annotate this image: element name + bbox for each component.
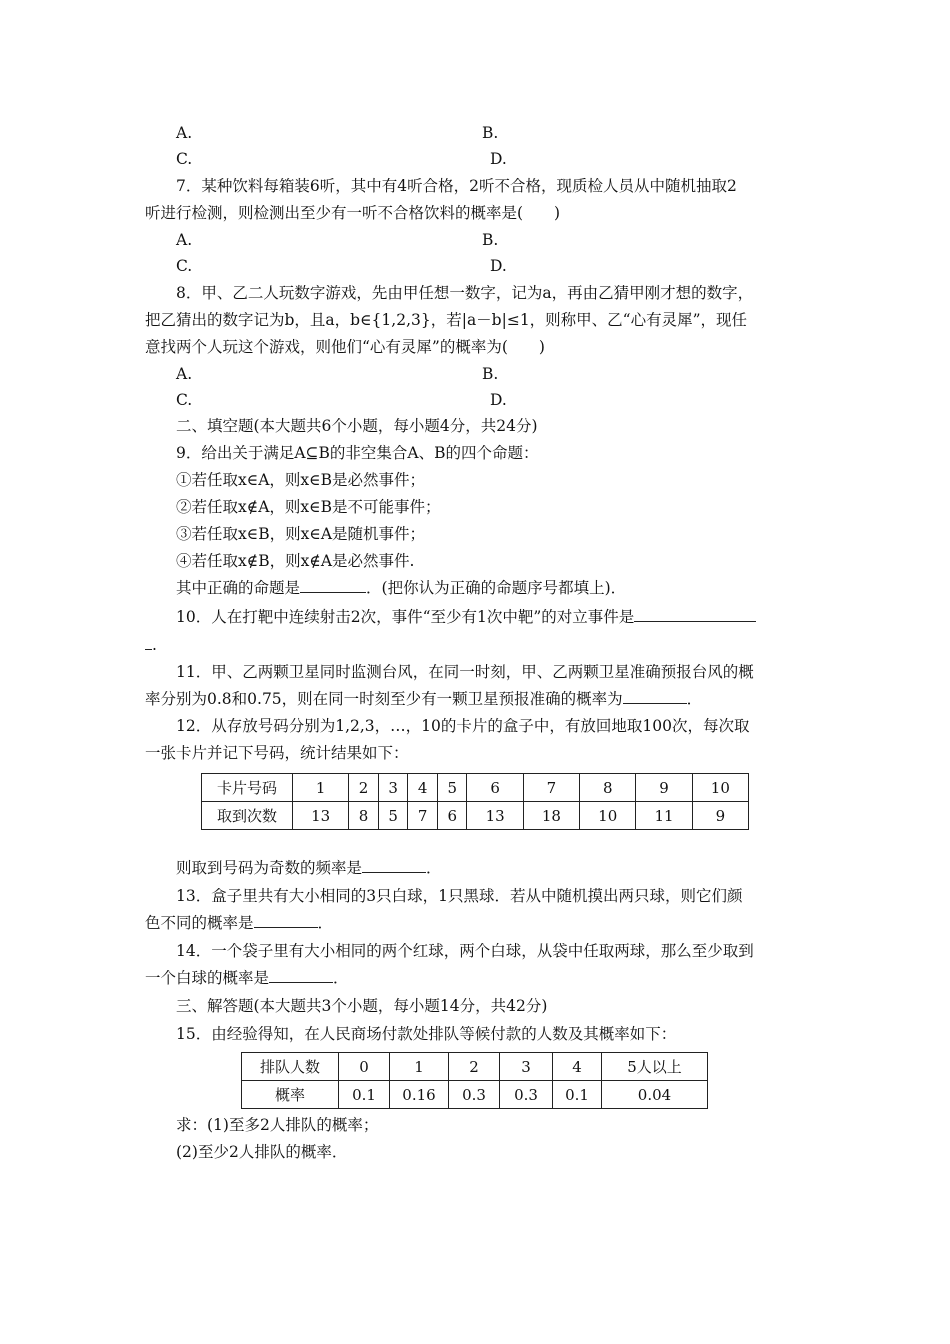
q12-count-cell: 10 — [580, 802, 636, 830]
q12-count-cell: 6 — [437, 802, 467, 830]
q12-row-label: 取到次数 — [202, 802, 293, 830]
q15-row-label: 概率 — [242, 1081, 339, 1109]
q10-line-end: . — [152, 636, 157, 654]
q6-option-c: C. — [176, 150, 193, 168]
q12-line-1: 12．从存放号码分别为1,2,3，…，10的卡片的盒子中，有放回地取100次，每次取 — [176, 717, 750, 735]
q15-prob-cell: 0.1 — [553, 1081, 602, 1109]
q8-option-c: C. — [176, 391, 193, 409]
q12-number-cell: 10 — [692, 774, 748, 802]
q9-answer-suffix: ．(把你认为正确的命题序号都填上)． — [366, 579, 627, 597]
q11-text: 率分别为0.8和0.75，则在同一时刻至少有一颗卫星预报准确的概率为 — [145, 690, 623, 708]
q14-line-2 — [145, 968, 349, 988]
q12-answer-prefix: 则取到号码为奇数的频率是 — [176, 859, 363, 877]
q12-number-cell: 1 — [293, 774, 349, 802]
table-row — [202, 774, 749, 802]
q12-count-cell: 8 — [349, 802, 379, 830]
q11-line-end: ． — [686, 690, 703, 708]
q15-queue-table — [241, 1052, 708, 1109]
q11-answer-blank[interactable] — [623, 703, 687, 704]
q10-line-2 — [145, 635, 157, 655]
q12-answer-line — [176, 858, 442, 878]
q14-line-1: 14．一个袋子里有大小相同的两个红球，两个白球，从袋中任取两球，那么至少取到 — [176, 942, 754, 960]
q6-option-d: D. — [490, 150, 507, 168]
q9-answer-blank[interactable] — [300, 592, 366, 593]
section-2-title: 二、填空题(本大题共6个小题，每小题4分，共24分) — [176, 417, 538, 435]
q12-answer-blank[interactable] — [362, 872, 426, 873]
q7-option-a: A. — [176, 231, 193, 249]
q8-option-a: A. — [176, 365, 193, 383]
q14-text: 一个白球的概率是 — [145, 969, 270, 987]
q10-text: 10．人在打靶中连续射击2次，事件“至少有1次中靶”的对立事件是 — [176, 608, 635, 626]
q15-prob-cell: 0.3 — [500, 1081, 553, 1109]
q12-count-cell: 7 — [408, 802, 438, 830]
q12-number-cell: 9 — [636, 774, 692, 802]
q12-number-cell: 8 — [580, 774, 636, 802]
q12-number-cell: 2 — [349, 774, 379, 802]
q9-item-4: ④若任取x∉B，则x∉A是必然事件. — [176, 552, 415, 570]
q7-option-d: D. — [490, 257, 507, 275]
table-row — [242, 1053, 708, 1081]
q12-answer-suffix: ． — [426, 859, 442, 877]
q15-ask-1: 求：(1)至多2人排队的概率； — [176, 1116, 379, 1134]
q6-option-a: A. — [176, 124, 193, 142]
q12-count-cell: 13 — [293, 802, 349, 830]
q8-line-1: 8．甲、乙二人玩数字游戏，先由甲任想一数字，记为a，再由乙猜甲刚才想的数字， — [176, 284, 754, 302]
q15-prob-cell: 0.3 — [449, 1081, 500, 1109]
table-row — [242, 1081, 708, 1109]
q12-count-cell: 11 — [636, 802, 692, 830]
section-3-title: 三、解答题(本大题共3个小题，每小题14分，共42分) — [176, 997, 548, 1015]
q15-people-cell: 5人以上 — [602, 1053, 708, 1081]
q9-item-1: ①若任取x∈A，则x∈B是必然事件； — [176, 471, 426, 489]
q8-option-d: D. — [490, 391, 507, 409]
q15-people-cell: 3 — [500, 1053, 553, 1081]
q8-line-2: 把乙猜出的数字记为b，且a，b∈{1,2,3}，若|a－b|≤1，则称甲、乙“心有灵犀”，现任 — [145, 311, 748, 329]
q12-number-cell: 6 — [467, 774, 523, 802]
q15-people-cell: 4 — [553, 1053, 602, 1081]
q9-answer-line — [176, 578, 626, 598]
q12-count-cell: 18 — [523, 802, 579, 830]
q15-people-cell: 1 — [390, 1053, 449, 1081]
q9-intro: 9．给出关于满足A⊆B的非空集合A、B的四个命题： — [176, 444, 539, 462]
q7-option-b: B. — [482, 231, 499, 249]
q15-ask-2: (2)至少2人排队的概率． — [176, 1143, 348, 1161]
q11-line-1: 11．甲、乙两颗卫星同时监测台风，在同一时刻，甲、乙两颗卫星准确预报台风的概 — [176, 663, 754, 681]
q12-number-cell: 7 — [523, 774, 579, 802]
q15-people-cell: 0 — [339, 1053, 390, 1081]
q6-option-b: B. — [482, 124, 499, 142]
q15-prob-cell: 0.04 — [602, 1081, 708, 1109]
q12-count-cell: 13 — [467, 802, 523, 830]
q13-answer-blank[interactable] — [254, 927, 318, 928]
q12-count-cell: 5 — [378, 802, 408, 830]
q12-count-cell: 9 — [692, 802, 748, 830]
q15-intro: 15．由经验得知，在人民商场付款处排队等候付款的人数及其概率如下： — [176, 1025, 677, 1043]
q12-number-cell: 5 — [437, 774, 467, 802]
q12-card-table — [201, 773, 749, 830]
q12-number-cell: 4 — [408, 774, 438, 802]
q12-header-label: 卡片号码 — [202, 774, 293, 802]
q9-item-2: ②若任取x∉A，则x∈B是不可能事件； — [176, 498, 441, 516]
table-row — [202, 802, 749, 830]
q9-item-3: ③若任取x∈B，则x∈A是随机事件； — [176, 525, 426, 543]
q15-prob-cell: 0.1 — [339, 1081, 390, 1109]
q11-line-2 — [145, 689, 702, 709]
q12-line-2: 一张卡片并记下号码，统计结果如下： — [145, 744, 409, 762]
q13-text: 色不同的概率是 — [145, 914, 254, 932]
q7-line-1: 7．某种饮料每箱装6听，其中有4听合格，2听不合格，现质检人员从中随机抽取2 — [176, 177, 737, 195]
q15-prob-cell: 0.16 — [390, 1081, 449, 1109]
q10-answer-blank-end[interactable] — [145, 649, 152, 650]
q8-line-3: 意找两个人玩这个游戏，则他们“心有灵犀”的概率为( ) — [145, 338, 545, 356]
q9-answer-prefix: 其中正确的命题是 — [176, 579, 301, 597]
q15-people-cell: 2 — [449, 1053, 500, 1081]
q13-line-1: 13．盒子里共有大小相同的3只白球，1只黑球．若从中随机摸出两只球，则它们颜 — [176, 887, 743, 905]
q12-number-cell: 3 — [378, 774, 408, 802]
q10-answer-blank[interactable] — [634, 621, 756, 622]
q15-header-label: 排队人数 — [242, 1053, 339, 1081]
q7-line-2: 听进行检测，则检测出至少有一听不合格饮料的概率是( ) — [145, 204, 561, 222]
q14-answer-blank[interactable] — [269, 982, 333, 983]
q8-option-b: B. — [482, 365, 499, 383]
q13-line-2 — [145, 913, 333, 933]
q13-line-end: ． — [317, 914, 334, 932]
q10-line-1 — [176, 607, 756, 627]
q14-line-end: ． — [333, 969, 349, 987]
q7-option-c: C. — [176, 257, 193, 275]
